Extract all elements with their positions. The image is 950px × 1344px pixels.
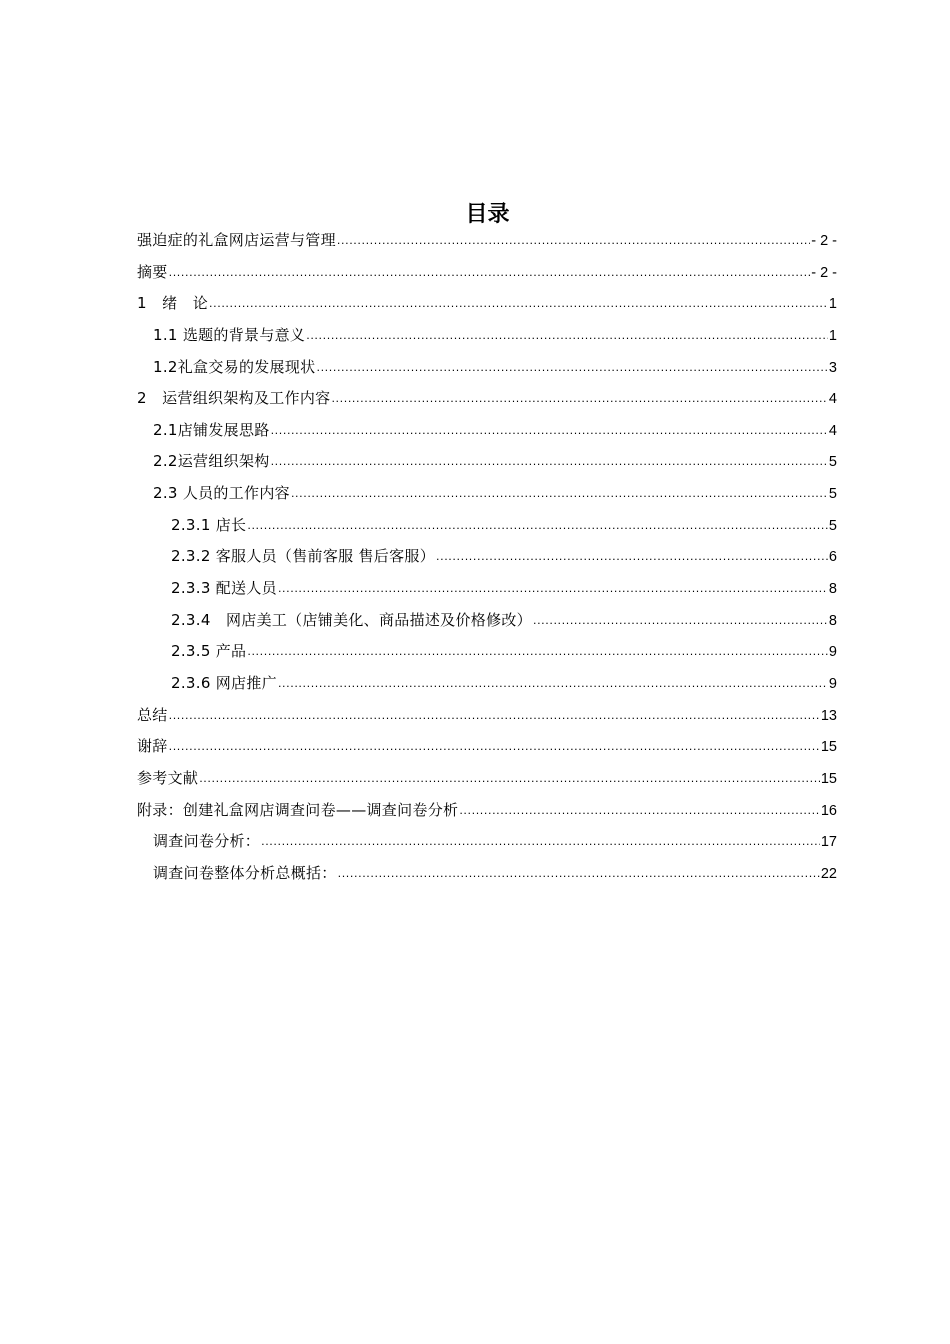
toc-entry-page: 4	[828, 422, 837, 439]
toc-entry-label: 调查问卷整体分析总概括：	[153, 863, 337, 882]
toc-entry-page: 8	[828, 612, 837, 629]
dot-leader	[278, 668, 828, 698]
toc-entry[interactable]	[137, 353, 837, 385]
toc-entry-label: 2.3.1 店长	[171, 515, 247, 534]
toc-entry-page: 15	[820, 770, 837, 787]
toc-entry-label: 2.3.3 配送人员	[171, 579, 277, 598]
toc-entry-label: 2.1店铺发展思路	[153, 420, 270, 439]
dot-leader	[436, 541, 828, 571]
toc-title: 目录	[465, 202, 510, 227]
toc-entry-page: 9	[828, 675, 837, 692]
dot-leader	[291, 478, 828, 508]
toc-entry[interactable]	[137, 447, 837, 479]
dot-leader	[337, 225, 810, 255]
toc-entry-page: 5	[828, 454, 837, 471]
toc-entry-label: 附录：创建礼盒网店调查问卷——调查问卷分析	[137, 800, 459, 819]
toc-entry[interactable]	[137, 859, 837, 891]
toc-entry[interactable]	[137, 384, 837, 416]
toc-entry[interactable]	[137, 606, 837, 638]
toc-entry-page: 1	[828, 296, 837, 313]
dot-leader	[271, 415, 828, 445]
toc-entry[interactable]	[137, 416, 837, 448]
toc-entry-label: 总结	[137, 705, 168, 724]
toc-entry-page: 22	[820, 865, 837, 882]
dot-leader	[533, 605, 828, 635]
toc-entry-label: 2.3 人员的工作内容	[153, 484, 290, 503]
toc-entry[interactable]	[137, 321, 837, 353]
dot-leader	[199, 763, 820, 793]
toc-entry-page: 1	[828, 327, 837, 344]
toc-entry-page: - 2 -	[811, 264, 837, 281]
toc-entry-page: - 2 -	[811, 233, 837, 249]
toc-entry-label: 2.2运营组织架构	[153, 452, 270, 471]
toc-entry[interactable]	[137, 732, 837, 764]
toc-entry-label: 2.3.5 产品	[171, 642, 247, 661]
dot-leader	[306, 320, 828, 350]
toc-entry[interactable]	[137, 511, 837, 543]
toc-entry-page: 15	[820, 739, 837, 756]
dot-leader	[169, 731, 820, 761]
toc-entry-label: 2.3.6 网店推广	[171, 673, 277, 692]
dot-leader	[278, 573, 828, 603]
dot-leader	[169, 257, 811, 287]
toc-entry-label: 2.3.2 客服人员（售前客服 售后客服）	[171, 547, 436, 566]
toc-entry[interactable]	[137, 637, 837, 669]
toc-entry-page: 6	[828, 549, 837, 566]
toc-entry-page: 16	[820, 802, 837, 819]
toc-entry[interactable]	[137, 258, 837, 290]
table-of-contents	[137, 226, 837, 890]
toc-entry-label: 参考文献	[137, 768, 199, 787]
toc-entry[interactable]	[137, 226, 837, 258]
toc-entry-page: 9	[828, 644, 837, 661]
toc-entry[interactable]	[137, 701, 837, 733]
toc-entry-label: 1 绪 论	[137, 294, 209, 313]
toc-entry-page: 5	[828, 486, 837, 503]
dot-leader	[271, 446, 828, 476]
toc-entry-label: 2 运营组织架构及工作内容	[137, 389, 331, 408]
dot-leader	[338, 858, 820, 888]
toc-entry-page: 3	[828, 359, 837, 376]
toc-entry-page: 5	[828, 517, 837, 534]
toc-entry-label: 摘要	[137, 262, 168, 281]
dot-leader	[209, 288, 828, 318]
dot-leader	[247, 510, 828, 540]
dot-leader	[261, 826, 820, 856]
toc-entry-label: 强迫症的礼盒网店运营与管理	[137, 231, 336, 249]
toc-entry[interactable]	[137, 574, 837, 606]
toc-entry-label: 2.3.4 网店美工（店铺美化、商品描述及价格修改）	[171, 610, 532, 629]
dot-leader	[331, 383, 827, 413]
toc-entry[interactable]	[137, 827, 837, 859]
toc-entry[interactable]	[137, 796, 837, 828]
toc-entry-page: 4	[828, 391, 837, 408]
toc-entry[interactable]	[137, 669, 837, 701]
toc-entry-page: 8	[828, 581, 837, 598]
toc-entry-label: 谢辞	[137, 737, 168, 756]
toc-entry-label: 1.1 选题的背景与意义	[153, 325, 306, 344]
dot-leader	[316, 352, 827, 382]
toc-entry-page: 17	[820, 834, 837, 851]
dot-leader	[169, 700, 820, 730]
dot-leader	[247, 636, 828, 666]
toc-entry-label: 调查问卷分析：	[153, 832, 261, 851]
toc-entry[interactable]	[137, 289, 837, 321]
toc-entry[interactable]	[137, 764, 837, 796]
dot-leader	[459, 795, 820, 825]
toc-entry[interactable]	[137, 479, 837, 511]
toc-entry-page: 13	[820, 707, 837, 724]
toc-entry[interactable]	[137, 542, 837, 574]
toc-entry-label: 1.2礼盒交易的发展现状	[153, 357, 316, 376]
